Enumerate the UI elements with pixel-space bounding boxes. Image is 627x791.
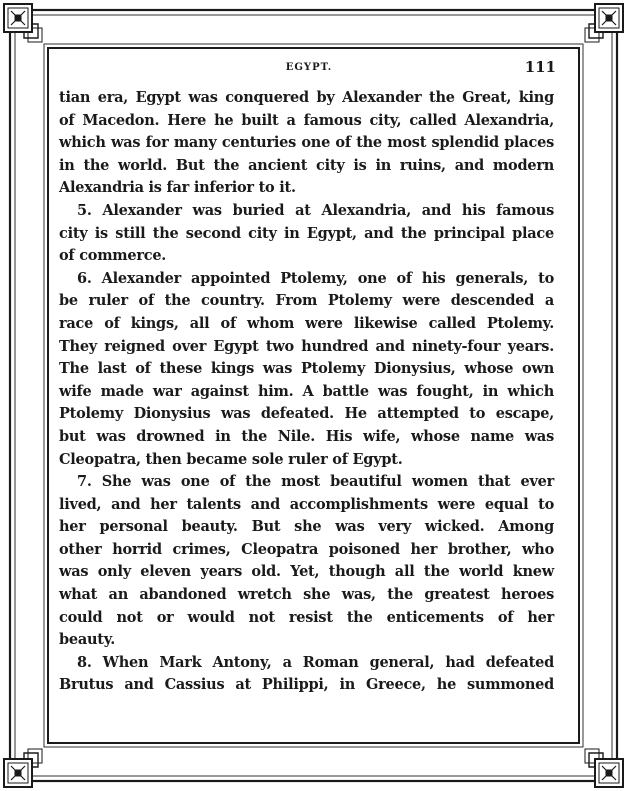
text-line: her personal beauty. But she was very wicked. Among — [59, 518, 554, 536]
paragraph-8 — [59, 652, 554, 697]
text-line: beauty. — [59, 631, 116, 649]
text-line: 7. She was one of the most beautiful women that ever — [77, 473, 554, 491]
text-line: 8. When Mark Antony, a Roman general, had defeated — [77, 653, 554, 671]
text-line: Ptolemy Dionysius was defeated. He attempted to escape, — [59, 405, 554, 423]
text-line: was only eleven years old. Yet, though all the world knew — [59, 563, 554, 581]
paragraph-6 — [59, 268, 554, 471]
text-line: wife made war against him. A battle was fought, in which — [59, 382, 554, 400]
text-line: Alexandria is far inferior to it. — [59, 179, 296, 197]
text-line: 5. Alexander was buried at Alexandria, and his famous — [77, 201, 554, 219]
text-line: They reigned over Egypt two hundred and ninety-four years. — [59, 337, 554, 355]
text-line: 6. Alexander appointed Ptolemy, one of his generals, to — [77, 269, 554, 287]
text-line: what an abandoned wretch she was, the greatest heroes — [59, 586, 554, 604]
text-line: of commerce. — [59, 247, 167, 265]
text-line: which was for many centuries one of the most splendid places — [59, 134, 554, 152]
text-line: other horrid crimes, Cleopatra poisoned her brother, who — [59, 540, 554, 558]
text-line: be ruler of the country. From Ptolemy were descended a — [59, 292, 554, 310]
page-header — [60, 60, 558, 80]
text-line: lived, and her talents and accomplishments were equal to — [59, 495, 554, 513]
paragraph-continuation — [59, 87, 554, 200]
text-line: but was drowned in the Nile. His wife, whose name was — [59, 427, 554, 445]
running-head: EGYPT. — [285, 62, 333, 73]
paragraph-5 — [59, 200, 554, 268]
text-line: of Macedon. Here he built a famous city, called Alexandria, — [59, 111, 554, 129]
page-number: 111 — [524, 58, 556, 76]
text-line: tian era, Egypt was conquered by Alexander the Great, king — [59, 89, 554, 106]
text-line: could not or would not resist the enticements of her — [59, 608, 554, 626]
text-line: in the world. But the ancient city is in ruins, and modern — [59, 156, 554, 174]
text-line: Brutus and Cassius at Philippi, in Greece, he summoned — [59, 676, 554, 694]
text-line: race of kings, all of whom were likewise called Ptolemy. — [59, 314, 554, 332]
paragraph-7 — [59, 471, 554, 652]
text-line: city is still the second city in Egypt, and the principal place — [59, 224, 554, 242]
text-line: The last of these kings was Ptolemy Dionysius, whose own — [59, 360, 554, 378]
text-line: Cleopatra, then became sole ruler of Egypt. — [59, 450, 403, 468]
body-text — [59, 87, 554, 697]
